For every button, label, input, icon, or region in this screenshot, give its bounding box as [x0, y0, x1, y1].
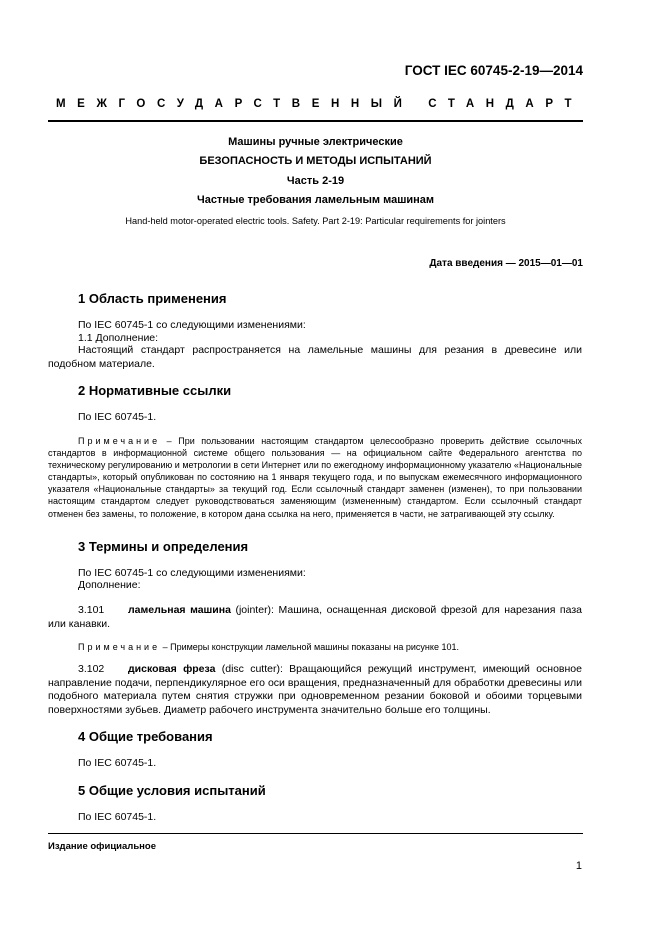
title-line-1: Машины ручные электрические: [228, 136, 403, 148]
term-number: 3.102: [78, 663, 105, 675]
section-1-heading: 1 Область применения: [78, 291, 227, 306]
title-line-4: Частные требования ламельным машинам: [196, 194, 435, 206]
section-3-para-2: Дополнение:: [78, 579, 141, 591]
term-3-101: [48, 604, 582, 631]
section-4-heading: 4 Общие требования: [78, 729, 213, 744]
section-1-para-1: По IEC 60745-1 со следующими изменениями:: [78, 319, 306, 331]
term-definition: (disc cutter): Вращающийся режущий инструмент, имеющий основное направление подачи, перпендикулярное его оси вращения, предназначенный для обработки древесины или подобного материала путем снятия стружки при одновременном резании боковой и обоими торцевыми поверхностями зубьев. Диаметр рабочего инструмента значительно больше его толщины.: [48, 663, 582, 716]
note-text: – При пользовании настоящим стандартом целесообразно проверить действие ссылочных стандартов в информационной системе общего пользования — на официальном сайте Федерального агентства по техническому регулированию и метрологии в сети Интернет или по ежегодному информационному указателю «Национальные стандарты», который опубликован по состоянию на 1 января текущего года, и по выпускам ежемесячного информационного указателя «Национальные стандарты» за текущий год. Если ссылочный стандарт заменен (изменен), то при пользовании настоящим стандартом следует руководствоваться заменяющим (измененным) стандартом. Если ссылочный стандарт отменен без замены, то положение, в котором дана ссылка на него, применяется в части, не затрагивающей эту ссылку.: [48, 436, 582, 519]
standard-banner: МЕЖГОСУДАРСТВЕННЫЙ СТАНДАРТ: [56, 98, 584, 110]
section-2-heading: 2 Нормативные ссылки: [78, 383, 232, 398]
title-line-2: БЕЗОПАСНОСТЬ И МЕТОДЫ ИСПЫТАНИЙ: [199, 155, 432, 167]
header-rule: [48, 120, 583, 122]
note-text: – Примеры конструкции ламельной машины показаны на рисунке 101.: [160, 642, 459, 652]
section-5-para-1: По IEC 60745-1.: [78, 811, 157, 823]
section-5-heading: 5 Общие условия испытаний: [78, 783, 266, 798]
section-3-note: [48, 641, 582, 653]
section-2-para-1: По IEC 60745-1.: [78, 411, 157, 423]
note-label: Примечание: [78, 642, 161, 652]
section-1-para-2: 1.1 Дополнение:: [78, 332, 159, 344]
english-title: Hand-held motor-operated electric tools. Safety. Part 2-19: Particular requirements for jointers: [125, 216, 506, 226]
term-definition: (jointer): Машина, оснащенная дисковой фрезой для нарезания паза или канавки.: [48, 604, 582, 630]
section-3-para-1: По IEC 60745-1 со следующими изменениями:: [78, 567, 306, 579]
term-name: ламельная машина: [128, 604, 231, 616]
term-3-102: [48, 663, 582, 717]
edition-label: Издание официальное: [48, 841, 156, 852]
section-4-para-1: По IEC 60745-1.: [78, 757, 157, 769]
section-1-para-3: Настоящий стандарт распространяется на ламельные машины для резания в древесине или подобном материале.: [48, 344, 582, 370]
note-label: Примечание: [78, 436, 161, 446]
section-3-heading: 3 Термины и определения: [78, 539, 249, 554]
page-number: 1: [575, 860, 582, 872]
title-line-3: Часть 2-19: [286, 175, 345, 187]
footer-rule: [48, 833, 583, 834]
document-number: ГОСТ IEC 60745-2-19—2014: [404, 63, 583, 78]
section-2-note: [48, 435, 582, 520]
term-name: дисковая фреза: [128, 663, 216, 675]
term-number: 3.101: [78, 604, 105, 616]
introduction-date: Дата введения — 2015—01—01: [429, 258, 583, 269]
